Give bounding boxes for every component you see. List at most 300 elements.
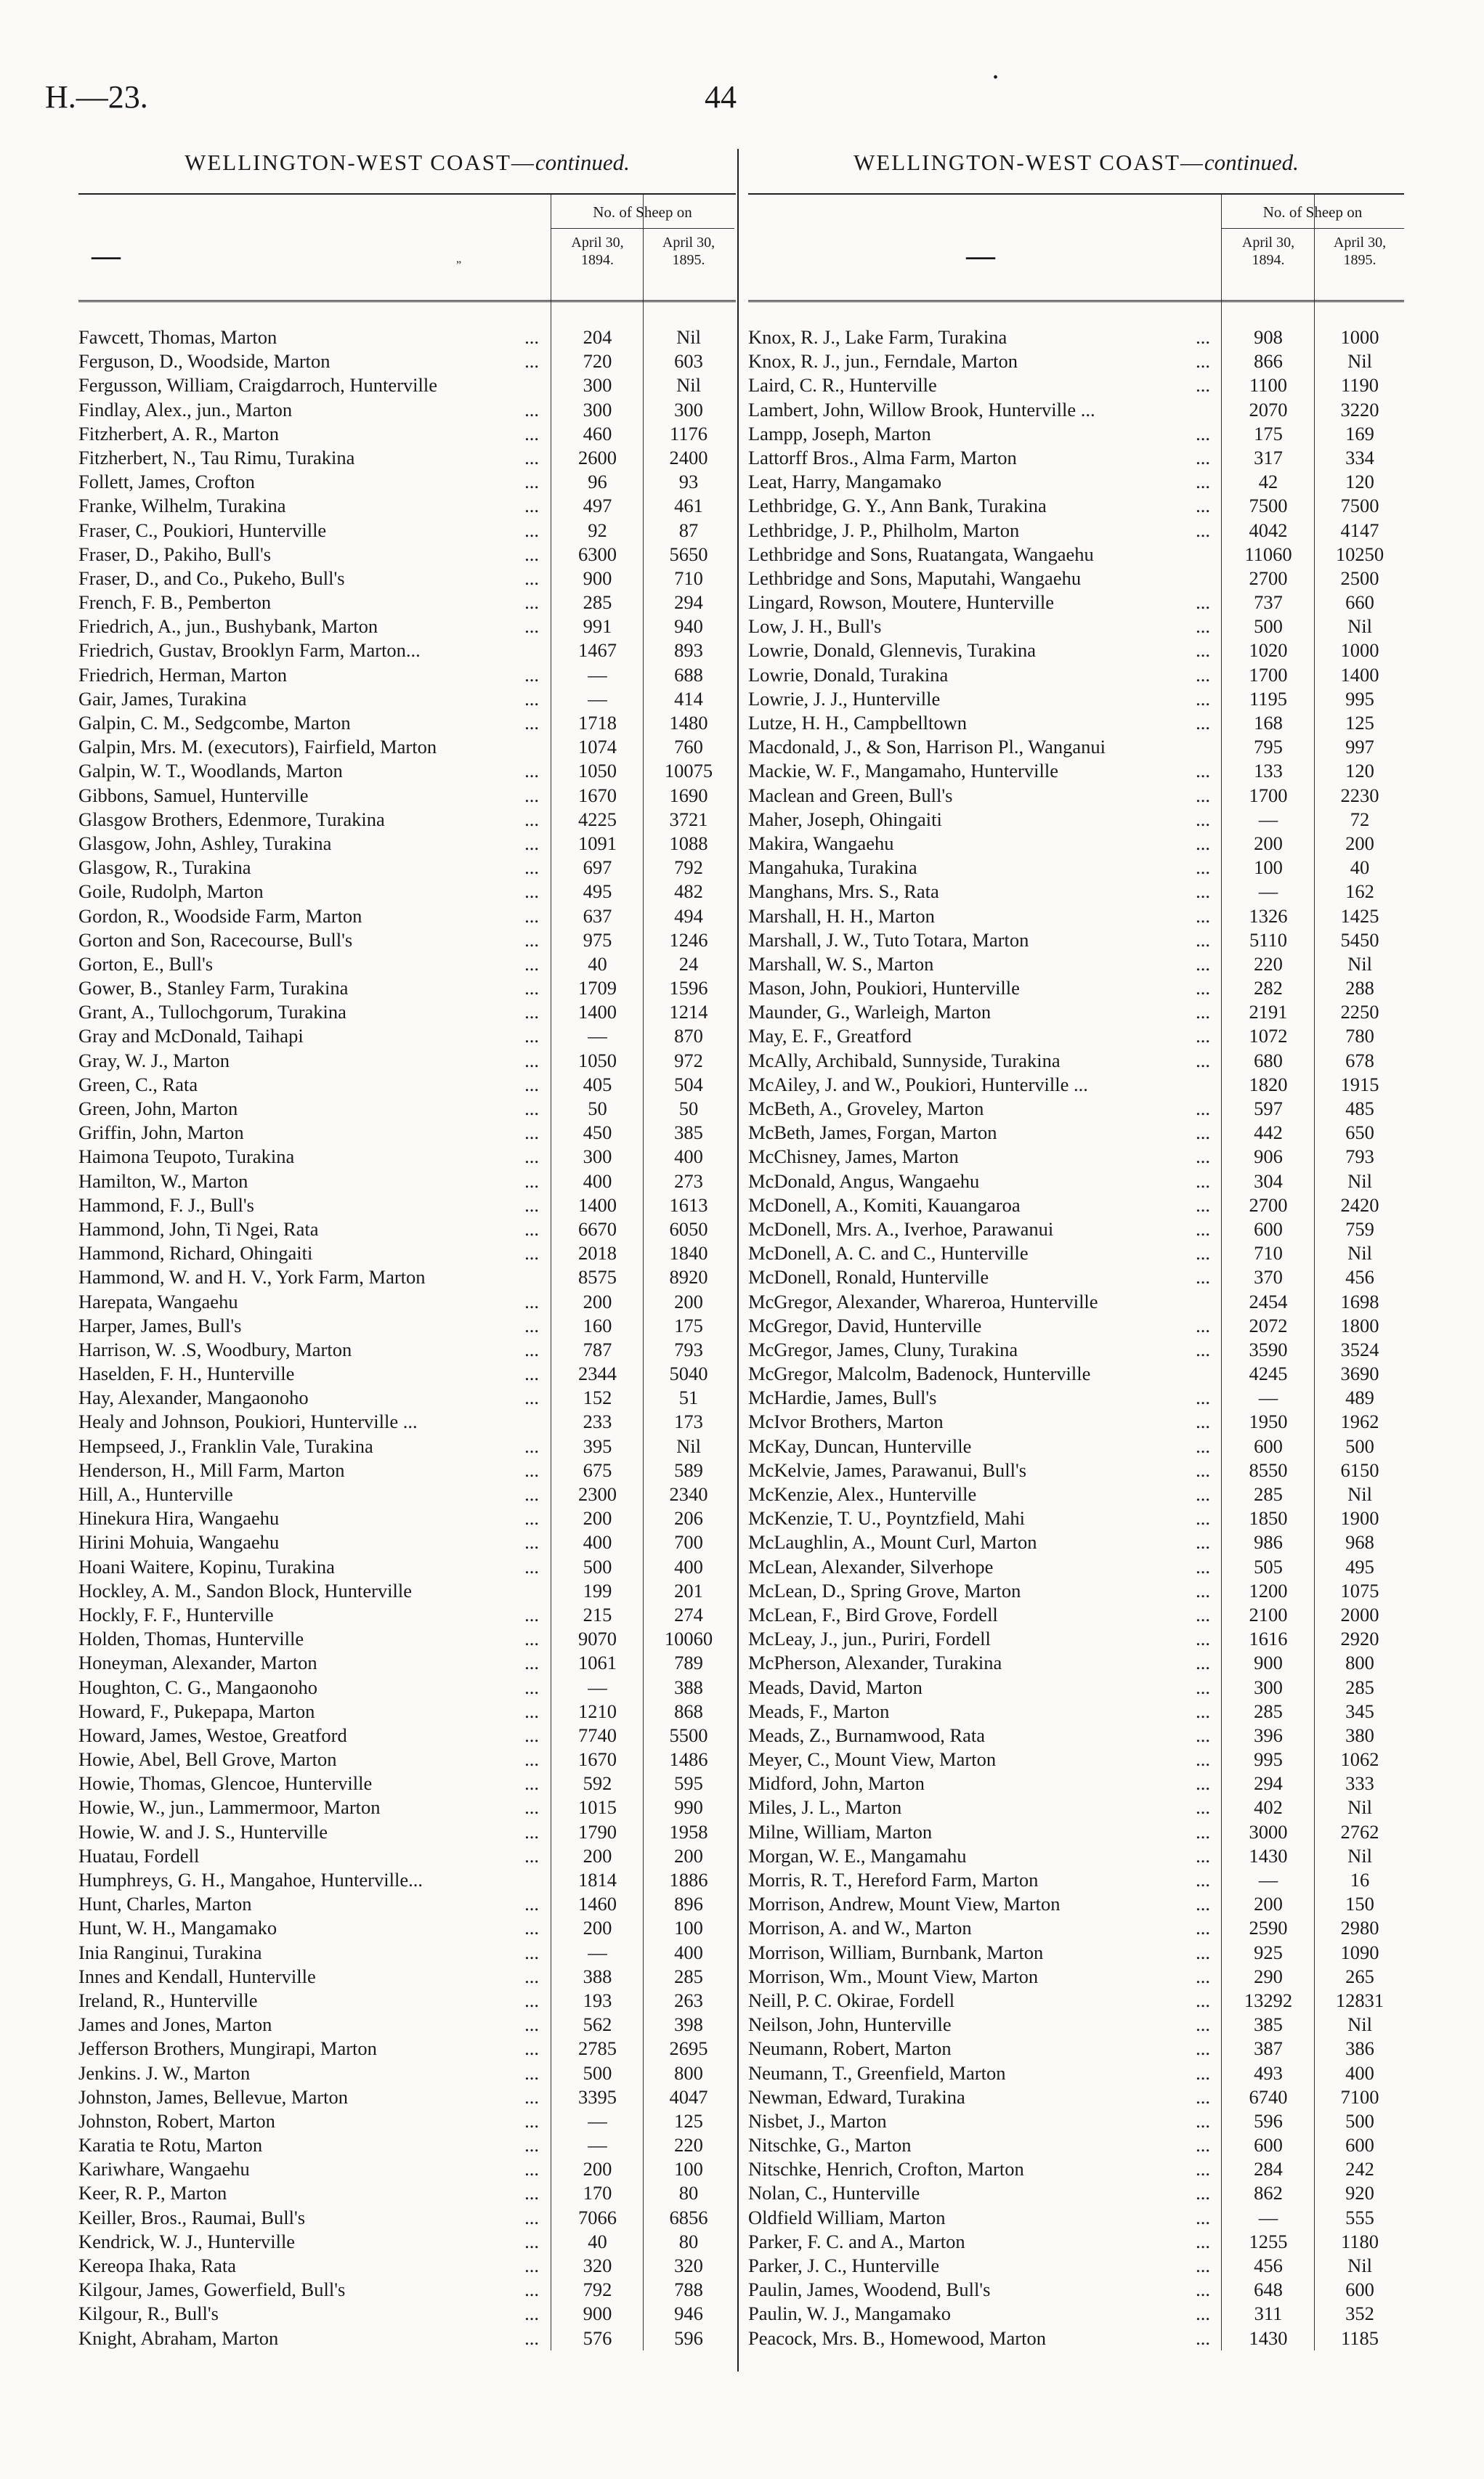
holder-name <box>78 2181 549 2205</box>
leader-dots: ... <box>524 928 539 951</box>
leader-dots: ... <box>524 832 539 854</box>
sheep-1895: 688 <box>674 663 703 686</box>
table-row <box>78 2013 736 2037</box>
leader-dots: ... <box>1196 856 1210 879</box>
table-row <box>748 2013 1404 2037</box>
table-row <box>748 373 1404 397</box>
leader-dots: ... <box>1196 784 1210 806</box>
table-row <box>748 2278 1404 2302</box>
table-row <box>78 1965 736 1989</box>
table-row <box>748 711 1404 735</box>
holder-name <box>748 784 1220 808</box>
table-row <box>748 1506 1404 1530</box>
holder-name-text: Lowrie, J. J., Hunterville <box>748 687 941 710</box>
sheep-1895: 1800 <box>1340 1314 1379 1336</box>
holder-name-text: Fergusson, William, Craigdarroch, Hunterville <box>78 374 438 397</box>
sheep-1894: 495 <box>583 880 612 903</box>
sheep-1895: 300 <box>674 398 703 421</box>
holder-name-text: McKenzie, T. U., Poyntzfield, Mahi <box>748 1507 1025 1530</box>
table-row <box>748 1724 1404 1748</box>
holder-name <box>748 687 1220 711</box>
sheep-1894: 787 <box>583 1338 612 1360</box>
table-row <box>78 1796 736 1819</box>
sheep-1894: 908 <box>1254 326 1283 348</box>
holder-name <box>748 1530 1220 1554</box>
table-row <box>78 1555 736 1579</box>
table-row <box>748 808 1404 832</box>
sheep-1894: 40 <box>588 2230 607 2252</box>
holder-name <box>78 1265 549 1289</box>
leader-dots: ... <box>1196 687 1210 710</box>
holder-name <box>748 1868 1220 1892</box>
col2-year: 1895. <box>672 252 705 268</box>
sheep-1894: 7740 <box>578 1724 617 1746</box>
sheep-1894: 300 <box>1254 1676 1283 1698</box>
holder-name-text: Leat, Harry, Mangamako <box>748 471 942 493</box>
right-rows <box>748 325 1404 2350</box>
holder-name <box>78 2278 549 2302</box>
holder-name-text: Grant, A., Tullochgorum, Turakina <box>78 1001 346 1023</box>
sheep-1895: 1886 <box>669 1869 708 1891</box>
table-row <box>78 976 736 1000</box>
sheep-1894: 1050 <box>578 1049 617 1071</box>
sheep-1894: 1400 <box>578 1193 617 1216</box>
holder-name-text: James and Jones, Marton <box>78 2013 272 2036</box>
sheep-1894: 300 <box>583 1145 612 1168</box>
sheep-1895: 3220 <box>1340 398 1379 421</box>
holder-name-text: Lethbridge, G. Y., Ann Bank, Turakina <box>748 495 1047 517</box>
table-row <box>748 638 1404 662</box>
sheep-1894: 2018 <box>578 1242 617 1265</box>
sheep-1894: 200 <box>583 2158 612 2180</box>
holder-name <box>748 1941 1220 1965</box>
holder-name <box>78 1000 549 1024</box>
sheep-1894: — <box>588 1941 607 1963</box>
sheep-1895: 2762 <box>1340 1820 1379 1843</box>
sheep-1894: 1195 <box>1249 687 1288 710</box>
sheep-1894: 402 <box>1254 1796 1283 1819</box>
sheep-1894: 500 <box>583 2061 612 2084</box>
sheep-1895: 868 <box>674 1700 703 1722</box>
holder-name <box>78 2013 549 2037</box>
table-row <box>78 928 736 952</box>
holder-name <box>748 1217 1220 1241</box>
leader-dots: ... <box>524 1989 539 2011</box>
table-row <box>78 1145 736 1169</box>
table-row <box>748 1892 1404 1916</box>
table-row <box>748 1627 1404 1651</box>
holder-name-text: Gray, W. J., Marton <box>78 1049 230 1071</box>
leader-dots: ... <box>524 2279 539 2301</box>
holder-name-text: McAiley, J. and W., Poukiori, Hunterville ... <box>748 1073 1088 1095</box>
leader-dots: ... <box>524 1917 539 1939</box>
holder-name-text: Hamilton, W., Marton <box>78 1169 248 1192</box>
table-row <box>78 784 736 808</box>
holder-name-text: Hay, Alexander, Mangaonoho <box>78 1387 309 1409</box>
leader-dots: ... <box>1196 904 1210 927</box>
table-row <box>78 1386 736 1410</box>
holder-name-text: McDonell, A., Komiti, Kauangaroa <box>748 1193 1021 1216</box>
sheep-1894: 40 <box>588 952 607 975</box>
holder-name-text: McKelvie, James, Parawanui, Bull's <box>748 1458 1027 1481</box>
holder-name <box>748 2061 1220 2085</box>
holder-name-text: Newman, Edward, Turakina <box>748 2085 965 2108</box>
holder-name <box>748 2206 1220 2230</box>
holder-name <box>748 1121 1220 1145</box>
holder-name <box>78 1700 549 1724</box>
holder-name <box>78 904 549 928</box>
sheep-1894: 637 <box>583 904 612 927</box>
leader-dots: ... <box>1196 952 1210 975</box>
holder-name <box>78 2037 549 2061</box>
sheep-1894: 8550 <box>1249 1458 1288 1481</box>
holder-name-text: Glasgow, R., Turakina <box>78 856 251 879</box>
leader-dots: ... <box>1196 350 1210 373</box>
sheep-1895: 1000 <box>1340 326 1379 348</box>
holder-name <box>748 904 1220 928</box>
holder-name-text: Miles, J. L., Marton <box>748 1796 902 1819</box>
sheep-1895: 1613 <box>669 1193 708 1216</box>
holder-name <box>748 1362 1220 1386</box>
holder-name <box>78 591 549 614</box>
leader-dots: ... <box>524 1555 539 1578</box>
sheep-1894: 2300 <box>578 1483 617 1505</box>
column-header-1894 <box>552 234 643 269</box>
sheep-1895: 780 <box>1345 1025 1374 1047</box>
table-row <box>748 422 1404 446</box>
sheep-1895: 596 <box>674 2326 703 2349</box>
sheep-1895: 2420 <box>1340 1193 1379 1216</box>
table-row <box>748 1989 1404 2013</box>
table-row <box>78 470 736 494</box>
sheep-1895: 1915 <box>1340 1073 1379 1095</box>
holder-name-text: Paulin, W. J., Mangamako <box>748 2302 951 2325</box>
holder-name-text: Glasgow, John, Ashley, Turakina <box>78 832 332 854</box>
holder-name <box>748 663 1220 687</box>
sheep-1895: 201 <box>674 1579 703 1602</box>
holder-name <box>748 759 1220 783</box>
sheep-1894: 388 <box>583 1965 612 1987</box>
leader-dots: ... <box>1196 1169 1210 1192</box>
sheep-1895: 600 <box>1345 2279 1374 2301</box>
table-row <box>78 1024 736 1048</box>
holder-name-text: Hammond, W. and H. V., York Farm, Marton <box>78 1266 426 1289</box>
holder-name <box>78 832 549 856</box>
sheep-1894: 50 <box>588 1098 607 1119</box>
holder-name <box>78 1458 549 1482</box>
holder-name-text: Griffin, John, Marton <box>78 1121 244 1144</box>
leader-dots: ... <box>524 1217 539 1240</box>
sheep-1894: 285 <box>1254 1700 1283 1722</box>
sheep-1894: 2070 <box>1249 398 1288 421</box>
leader-dots: ... <box>524 784 539 806</box>
sheep-1894: 317 <box>1254 446 1283 468</box>
table-row <box>78 1941 736 1965</box>
leader-dots: ... <box>524 2255 539 2276</box>
sheep-1894: 204 <box>583 326 612 348</box>
holder-name <box>78 1482 549 1506</box>
col1-date: April 30, <box>571 235 624 251</box>
leader-dots: ... <box>524 1700 539 1722</box>
sheep-1894: 1400 <box>578 1001 617 1023</box>
sheep-1895: 1214 <box>669 1001 708 1023</box>
sheep-1895: 80 <box>678 2182 699 2204</box>
sheep-1895: 93 <box>678 471 699 493</box>
table-row <box>748 1073 1404 1097</box>
sheep-1894: 460 <box>583 422 612 445</box>
holder-name-text: Lambert, John, Willow Brook, Hunterville ... <box>748 398 1095 421</box>
table-row <box>78 1000 736 1024</box>
sheep-1894: 900 <box>583 567 612 589</box>
leader-dots: ... <box>524 2230 539 2252</box>
holder-name-text: Houghton, C. G., Mangaonoho <box>78 1676 318 1698</box>
holder-name <box>748 1916 1220 1940</box>
col2-date: April 30, <box>662 235 715 251</box>
sheep-1894: — <box>588 663 607 686</box>
leader-dots: ... <box>524 543 539 565</box>
sheep-1895: 1176 <box>669 422 708 445</box>
sheep-1894: 1100 <box>1249 374 1288 397</box>
leader-dots: ... <box>1196 1121 1210 1144</box>
table-row <box>78 2206 736 2230</box>
leader-dots: ... <box>1196 1507 1210 1530</box>
holder-name-text: Marshall, J. W., Tuto Totara, Marton <box>748 928 1029 951</box>
sheep-1894: 285 <box>583 591 612 614</box>
table-row <box>748 2230 1404 2254</box>
sheep-1895: 1486 <box>669 1748 708 1771</box>
holder-name <box>748 1049 1220 1073</box>
holder-name-text: Hinekura Hira, Wangaehu <box>78 1507 280 1530</box>
holder-name <box>748 398 1220 422</box>
table-row <box>78 1193 736 1217</box>
holder-name <box>78 1097 549 1121</box>
leader-dots: ... <box>524 2326 539 2349</box>
holder-name <box>78 1049 549 1073</box>
sheep-1894: 991 <box>583 615 612 638</box>
sheep-1895: 995 <box>1345 687 1374 710</box>
holder-name <box>748 1965 1220 1989</box>
table-row <box>78 325 736 349</box>
leader-dots: ... <box>524 2302 539 2325</box>
table-row <box>78 1506 736 1530</box>
holder-name-text: French, F. B., Pemberton <box>78 591 272 614</box>
table-row <box>748 904 1404 928</box>
sheep-1894: 1814 <box>578 1869 617 1891</box>
sheep-1894: 400 <box>583 1169 612 1192</box>
leader-dots: ... <box>524 2158 539 2180</box>
holder-name <box>748 1700 1220 1724</box>
leader-dots: ... <box>524 1965 539 1987</box>
holder-name-text: Hammond, F. J., Bull's <box>78 1193 254 1216</box>
leader-dots: ... <box>524 1290 539 1312</box>
sheep-1894: 1210 <box>578 1700 617 1722</box>
sheep-1894: 215 <box>583 1603 612 1626</box>
holder-name <box>748 543 1220 567</box>
sheep-1895: 10075 <box>664 760 713 782</box>
sheep-1895: 87 <box>678 519 699 541</box>
table-row <box>748 2133 1404 2157</box>
holder-name-text: Holden, Thomas, Hunterville <box>78 1628 304 1650</box>
holder-name-text: Kilgour, R., Bull's <box>78 2302 219 2325</box>
leader-dots: ... <box>1196 1555 1210 1578</box>
sheep-1894: 1790 <box>578 1820 617 1843</box>
holder-name <box>78 687 549 711</box>
sheep-1895: 40 <box>1350 856 1370 879</box>
leader-dots: ... <box>524 856 539 879</box>
holder-name <box>748 1145 1220 1169</box>
sheep-1895: 285 <box>1345 1676 1374 1698</box>
leader-dots: ... <box>1196 1049 1210 1071</box>
sheep-1895: 8920 <box>669 1266 708 1289</box>
leader-dots: ... <box>524 519 539 541</box>
holder-name-text: Ferguson, D., Woodside, Marton <box>78 350 331 373</box>
sheep-1895: 5450 <box>1340 928 1379 951</box>
table-row <box>748 591 1404 614</box>
sheep-1895: 50 <box>678 1098 699 1119</box>
holder-name-text: McGregor, Alexander, Whareroa, Hunterville <box>748 1290 1098 1312</box>
leader-dots: ... <box>1196 808 1210 830</box>
sheep-1895: 589 <box>674 1458 703 1481</box>
sheep-1894: 4225 <box>578 808 617 830</box>
sheep-1894: 456 <box>1254 2255 1283 2276</box>
holder-name-text: Fitzherbert, A. R., Marton <box>78 422 279 445</box>
holder-name <box>748 1000 1220 1024</box>
holder-name-text: Laird, C. R., Hunterville <box>748 374 937 397</box>
table-header <box>78 193 736 302</box>
sheep-1895: 1425 <box>1340 904 1379 927</box>
sheep-1895: Nil <box>1347 2013 1372 2036</box>
holder-name <box>748 1290 1220 1314</box>
sheep-1894: 7066 <box>578 2206 617 2228</box>
sheep-1895: 400 <box>674 1555 703 1578</box>
holder-name-text: Fitzherbert, N., Tau Rimu, Turakina <box>78 446 355 468</box>
holder-name <box>748 2326 1220 2350</box>
leader-dots: ... <box>1196 1145 1210 1168</box>
table-row <box>78 614 736 638</box>
sheep-1894: 600 <box>1254 2134 1283 2157</box>
table-row <box>748 1796 1404 1819</box>
holder-name-text: Galpin, W. T., Woodlands, Marton <box>78 760 343 782</box>
sheep-1895: 10060 <box>664 1628 713 1650</box>
sheep-1894: 1326 <box>1249 904 1288 927</box>
holder-name-text: Lethbridge and Sons, Maputahi, Wangaehu <box>748 567 1082 589</box>
table-row <box>748 398 1404 422</box>
sheep-1895: 896 <box>674 1893 703 1915</box>
leader-dots: ... <box>1196 1266 1210 1289</box>
sheep-1894: 200 <box>583 1507 612 1530</box>
holder-name-text: Gibbons, Samuel, Hunterville <box>78 784 309 806</box>
holder-name-text: Howie, Thomas, Glencoe, Hunterville <box>78 1772 373 1795</box>
sheep-1895: 946 <box>674 2302 703 2325</box>
leader-dots: ... <box>1196 2206 1210 2228</box>
sheep-1895: 495 <box>1345 1555 1374 1578</box>
holder-name-text: Harepata, Wangaehu <box>78 1290 238 1312</box>
leader-dots: ... <box>1196 1796 1210 1819</box>
table-row <box>78 880 736 904</box>
sheep-1894: 2454 <box>1249 1290 1288 1312</box>
table-row <box>78 1868 736 1892</box>
table-row <box>78 1989 736 2013</box>
holder-name-text: McLean, F., Bird Grove, Fordell <box>748 1603 998 1626</box>
table-row <box>78 1410 736 1434</box>
holder-name <box>78 2133 549 2157</box>
holder-name-text: Karatia te Rotu, Marton <box>78 2134 263 2157</box>
holder-name-text: McLean, Alexander, Silverhope <box>748 1555 994 1578</box>
sheep-1894: 862 <box>1254 2182 1283 2204</box>
table-row <box>78 2133 736 2157</box>
holder-name <box>748 1169 1220 1193</box>
leader-dots: ... <box>524 350 539 373</box>
sheep-1895: Nil <box>1347 1169 1372 1192</box>
holder-name-text: Lethbridge and Sons, Ruatangata, Wangaehu <box>748 543 1094 565</box>
holder-name <box>78 1121 549 1145</box>
sheep-1894: 3000 <box>1249 1820 1288 1843</box>
table-row <box>748 2181 1404 2205</box>
sheep-1895: 334 <box>1345 446 1374 468</box>
holder-name <box>78 1579 549 1603</box>
leader-dots: ... <box>1196 1917 1210 1939</box>
table-row <box>78 687 736 711</box>
holder-name <box>748 349 1220 373</box>
table-row <box>748 2085 1404 2109</box>
holder-name-text: Hoani Waitere, Kopinu, Turakina <box>78 1555 335 1578</box>
sheep-1895: 710 <box>674 567 703 589</box>
sheep-1895: 1062 <box>1340 1748 1379 1771</box>
table-row <box>78 2061 736 2085</box>
holder-name-text: Lutze, H. H., Campbelltown <box>748 712 968 734</box>
table-row <box>748 880 1404 904</box>
holder-name <box>78 1844 549 1868</box>
sheep-1894: 282 <box>1254 977 1283 999</box>
sheep-1895: 2400 <box>669 446 708 468</box>
sheep-1895: 489 <box>1345 1387 1374 1409</box>
table-row <box>748 1265 1404 1289</box>
holder-name <box>78 494 549 518</box>
holder-name <box>748 373 1220 397</box>
leader-dots: ... <box>1196 2255 1210 2276</box>
sheep-1895: 285 <box>674 1965 703 1987</box>
table-title-main: WELLINGTON-WEST COAST— <box>853 150 1204 175</box>
sheep-1894: 285 <box>1254 1483 1283 1505</box>
sheep-1895: 400 <box>674 1145 703 1168</box>
sheep-1895: 1958 <box>669 1820 708 1843</box>
holder-name-text: Kilgour, James, Gowerfield, Bull's <box>78 2279 346 2301</box>
holder-name <box>78 1362 549 1386</box>
sheep-1895: 273 <box>674 1169 703 1192</box>
table-row <box>78 808 736 832</box>
sheep-1894: 500 <box>1254 615 1283 638</box>
holder-name <box>748 952 1220 976</box>
leader-dots: ... <box>1196 615 1210 638</box>
leader-dots: ... <box>1196 1965 1210 1987</box>
holder-name <box>78 2085 549 2109</box>
holder-name <box>748 2181 1220 2205</box>
table-row <box>78 2230 736 2254</box>
leader-dots: ... <box>524 591 539 614</box>
sheep-1894: 1072 <box>1249 1025 1288 1047</box>
holder-name <box>78 1145 549 1169</box>
sheep-1895: 1840 <box>669 1242 708 1265</box>
leader-dots: ... <box>1196 2302 1210 2325</box>
table-title-continued: continued. <box>1204 150 1299 175</box>
sheep-1895: 388 <box>674 1676 703 1698</box>
table-row <box>78 2326 736 2350</box>
sheep-1895: 2695 <box>669 2037 708 2060</box>
holder-name <box>748 2230 1220 2254</box>
sheep-1895: 100 <box>674 1917 703 1939</box>
sheep-1894: 42 <box>1258 471 1278 493</box>
sheep-1895: 6856 <box>669 2206 708 2228</box>
